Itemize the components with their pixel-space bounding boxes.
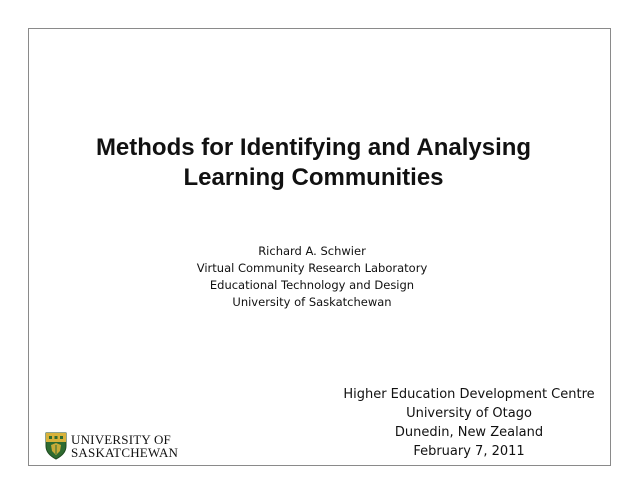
wordmark-line-1: UNIVERSITY OF <box>71 432 171 447</box>
author-block <box>29 243 595 311</box>
author-department: Educational Technology and Design <box>209 278 415 292</box>
event-date: February 7, 2011 <box>413 444 525 459</box>
title-line-2: Learning Communities <box>183 164 444 191</box>
event-centre: Higher Education Development Centre <box>343 387 595 402</box>
wordmark-line-2: SASKATCHEWAN <box>71 445 179 460</box>
university-shield-icon <box>45 432 67 460</box>
title-line-1: Methods for Identifying and Analysing <box>95 134 532 161</box>
university-wordmark <box>71 433 178 459</box>
author-university: University of Saskatchewan <box>232 295 392 309</box>
event-university: University of Otago <box>406 406 532 421</box>
slide-title <box>29 133 598 193</box>
author-lab: Virtual Community Research Laboratory <box>196 261 428 275</box>
slide <box>28 28 611 466</box>
author-name: Richard A. Schwier <box>258 244 366 258</box>
university-logo <box>45 432 179 462</box>
event-location: Dunedin, New Zealand <box>394 425 544 440</box>
event-block <box>329 385 609 461</box>
